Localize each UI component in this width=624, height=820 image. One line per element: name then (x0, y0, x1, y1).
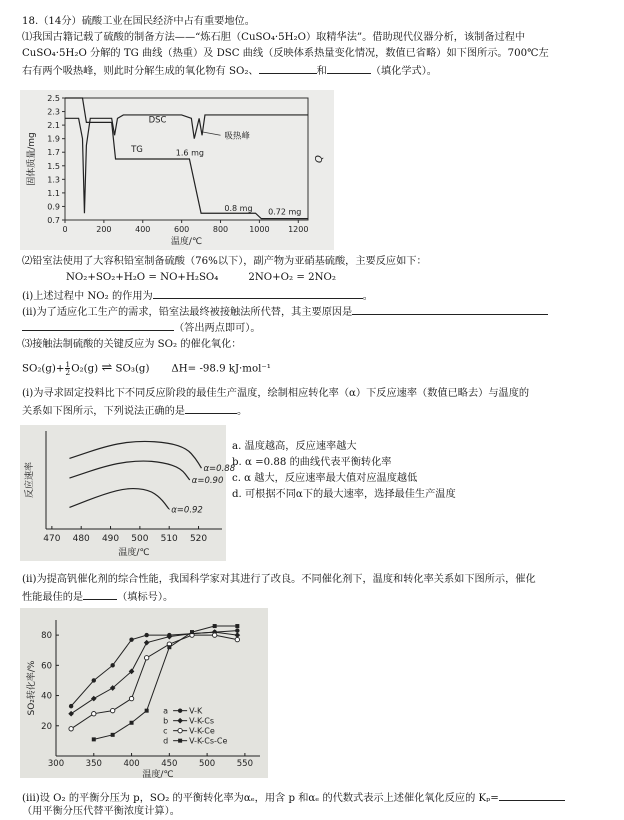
series-0-point-8 (235, 628, 239, 632)
series-0-point-3 (129, 637, 133, 641)
series-2-point-7 (212, 633, 216, 637)
part1-line1: ⑴我国古籍记载了硫酸的制备方法——“炼石胆（CuSO₄·5H₂O）取精华法”。借助现代仪器分析，该制备过程中 (22, 32, 526, 43)
series-2-point-0 (69, 727, 73, 731)
y-axis-label: SO₂转化率/% (27, 660, 37, 716)
x-tick-label-5: 550 (236, 759, 254, 769)
part2-ii (22, 304, 548, 320)
legend-label-0: V-K (189, 706, 203, 716)
option-a[interactable]: a. 温度越高，反应速率越大 (232, 441, 357, 452)
series-0-point-1 (92, 678, 96, 682)
y-tick-label-8: 2.3 (47, 107, 60, 117)
part3-ii-line2-text: 性能最佳的是 (22, 592, 84, 603)
so2-conversion-figure (20, 608, 268, 778)
series-1-point-1 (91, 696, 97, 702)
question-number: 18.（14分） (22, 16, 82, 27)
half-fraction (65, 361, 70, 376)
answer-blank-correct-option[interactable] (185, 403, 237, 414)
part3-i-line2-end: 。 (237, 406, 248, 417)
legend-letter-3: d (163, 736, 169, 746)
part2-line1: ⑵铅室法使用了大容积铅室制备硫酸（76%以下），副产物为亚硝基硫酸，主要反应如下： (22, 256, 427, 267)
annotation-tg: TG (131, 144, 143, 155)
question-header (22, 15, 255, 29)
answer-blank-reason-2[interactable] (22, 320, 174, 331)
series-3-point-7 (235, 624, 239, 628)
y-tick-label-4: 1.5 (47, 161, 60, 171)
part3-eq-o2: O₂(g) (71, 363, 99, 375)
series-1-point-4 (144, 640, 150, 646)
legend-marker-2 (178, 728, 182, 732)
part3-iii-line2: （用平衡分压代替平衡浓度计算）。 (22, 806, 180, 817)
part2-equations (66, 271, 336, 285)
legend-letter-1: b (163, 716, 169, 726)
series-dsc-line (65, 115, 308, 213)
y-tick-label-0: 0.7 (47, 216, 60, 225)
part3-eq-enthalpy: ΔH= -98.9 kJ·mol⁻¹ (171, 363, 271, 375)
part3-ii-line2 (22, 589, 173, 605)
x-tick-label-0: 470 (43, 534, 61, 544)
x-tick-label-6: 1200 (288, 225, 309, 234)
y-tick-label-4: 80 (41, 631, 52, 642)
legend-marker-1 (177, 718, 183, 724)
part2-i (22, 288, 373, 304)
part2-ii-cont (22, 320, 261, 336)
part2-eq2: 2NO+O₂ = 2NO₂ (248, 272, 336, 283)
x-tick-label-0: 300 (47, 759, 65, 769)
x-tick-label-5: 520 (189, 534, 208, 544)
x-tick-label-1: 200 (96, 225, 112, 234)
legend-letter-0: a (163, 706, 169, 716)
y-axis-label-right: Q (314, 155, 325, 163)
curve-1 (69, 461, 189, 480)
part1-line3-end: （填化学式）。 (370, 66, 437, 77)
series-3-point-4 (167, 645, 171, 649)
series-0-point-0 (69, 704, 73, 708)
legend-label-3: V-K-Cs-Ce (189, 736, 228, 746)
x-tick-label-3: 500 (131, 534, 149, 544)
series-3-point-3 (145, 709, 149, 713)
series-2-point-4 (144, 656, 148, 660)
x-tick-label-2: 400 (135, 225, 151, 234)
tg-dsc-figure (20, 90, 334, 250)
part1-and: 和 (316, 66, 327, 77)
y-tick-label-1: 0.9 (47, 202, 60, 212)
series-0-point-2 (110, 663, 114, 667)
part2-i-end: 。 (362, 291, 373, 302)
tg-dsc-chart (20, 90, 334, 250)
annotation-peak: 吸热峰 (224, 131, 250, 142)
fraction-denominator: 2 (65, 368, 71, 377)
part2-i-text: (i)上述过程中 NO₂ 的作用为 (22, 291, 153, 302)
curve-label-1: α=0.90 (191, 476, 224, 486)
x-axis-label: 温度/℃ (142, 770, 174, 780)
answer-blank-oxide-2[interactable] (327, 63, 371, 74)
x-tick-label-4: 500 (198, 759, 216, 769)
annotation-1-6mg: 1.6 mg (175, 148, 204, 158)
rate-temperature-figure (20, 425, 236, 561)
part3-i-line2 (22, 403, 247, 419)
part3-equation (22, 361, 271, 377)
part2-ii-end: （答出两点即可）。 (174, 323, 261, 334)
y-tick-label-2: 40 (41, 691, 52, 702)
series-0-point-4 (144, 633, 148, 637)
legend-letter-2: c (163, 726, 168, 736)
answer-blank-kp[interactable] (499, 790, 565, 801)
y-tick-label-3: 60 (41, 661, 52, 672)
part1-line3 (22, 63, 437, 79)
series-3-point-1 (111, 733, 115, 737)
x-tick-label-4: 800 (212, 225, 229, 234)
question-title: 硫酸工业在国民经济中占有重要地位。 (81, 16, 255, 27)
option-b[interactable]: b. α =0.88 的曲线代表平衡转化率 (232, 457, 392, 468)
equilibrium-arrow-icon: ⇌ (101, 360, 113, 376)
series-3-point-0 (92, 737, 96, 741)
options-list (232, 439, 456, 503)
part3-iii-text: (iii)设 O₂ 的平衡分压为 p，SO₂ 的平衡转化率为αₑ，用含 p 和αₑ 的代数式表示上述催化氧化反应的 Kₚ= (22, 793, 499, 804)
y-tick-label-1: 20 (41, 721, 52, 732)
series-3-point-6 (213, 624, 217, 628)
answer-blank-reason-1[interactable] (352, 304, 548, 315)
series-2-point-1 (92, 711, 96, 715)
x-axis-label: 温度/℃ (170, 237, 203, 247)
annotation-0-72mg: 0.72 mg (268, 207, 302, 217)
x-tick-label-5: 1000 (249, 225, 270, 234)
option-d[interactable]: d. 可根据不同α下的最大速率，选择最佳生产温度 (232, 489, 456, 500)
x-axis-label: 温度/℃ (118, 548, 150, 558)
series-2-point-8 (235, 637, 239, 641)
y-tick-label-5: 1.7 (47, 148, 60, 158)
answer-blank-oxide-1[interactable] (259, 63, 317, 74)
part3-ii-line1: (ii)为提高钒催化剂的综合性能，我国科学家对其进行了改良。不同催化剂下，温度和转化率关系如下图所示，催化 (22, 574, 536, 585)
annotation-dsc: DSC (148, 115, 167, 126)
curve-2 (69, 489, 169, 510)
legend-marker-0 (178, 708, 182, 712)
x-tick-label-3: 600 (173, 225, 190, 234)
y-tick-label-7: 2.1 (47, 121, 60, 131)
part1-line2: CuSO₄·5H₂O 分解的 TG 曲线（热重）及 DSC 曲线（反映体系热量变化情况，数值已省略）如下图所示。700℃左 (22, 48, 549, 59)
series-2-point-3 (129, 696, 133, 700)
annotation-0-8mg: 0.8 mg (224, 204, 253, 214)
x-tick-label-0: 0 (62, 225, 68, 234)
legend-label-2: V-K-Ce (189, 726, 215, 736)
x-tick-label-2: 490 (101, 534, 120, 544)
answer-blank-no2-role[interactable] (153, 288, 363, 299)
part3-i-line2-text: 关系如下图所示，下列说法正确的是 (22, 406, 185, 417)
part3-eq-so2: SO₂(g)+ (22, 363, 65, 375)
series-3-point-2 (130, 721, 134, 725)
y-axis-label: 反应速率 (25, 461, 35, 499)
part1-line3-text: 右有两个吸热峰，则此时分解生成的氧化物有 SO₂、 (22, 66, 259, 77)
y-axis-label: 固体质量/mg (27, 132, 37, 186)
option-c[interactable]: c. α 越大，反应速率最大值对应温度越低 (232, 473, 418, 484)
series-1-point-0 (68, 711, 74, 717)
part3-iii-line1 (22, 790, 565, 806)
x-tick-label-1: 480 (72, 534, 90, 544)
so2-conversion-chart (20, 608, 268, 778)
curve-label-2: α=0.92 (171, 505, 203, 516)
y-tick-label-9: 2.5 (47, 94, 60, 103)
x-tick-label-1: 350 (85, 759, 102, 769)
part3-i-line1: (i)为寻求固定投料比下不同反应阶段的最佳生产温度，绘制相应转化率（α）下反应速率（数值已略去）与温度的 (22, 388, 530, 399)
fraction-numerator: 1 (65, 360, 71, 369)
part2-ii-text: (ii)为了适应化工生产的需求，铅室法最终被接触法所代替，其主要原因是 (22, 307, 353, 318)
x-tick-label-4: 510 (160, 534, 178, 544)
annotation-peak-arrow (202, 132, 220, 135)
series-0-line (71, 631, 237, 707)
series-1-line (71, 632, 237, 714)
legend-marker-3 (178, 739, 182, 743)
series-2-point-2 (110, 708, 114, 712)
legend-label-1: V-K-Cs (189, 716, 215, 726)
rate-temperature-chart (20, 425, 236, 561)
series-3-point-5 (190, 630, 194, 634)
y-tick-label-2: 1.1 (47, 188, 60, 198)
curve-0 (69, 441, 201, 468)
part3-line1: ⑶接触法制硫酸的关键反应为 SO₂ 的催化氧化： (22, 339, 242, 350)
part3-eq-so3: SO₃(g) (115, 363, 150, 375)
part2-eq1: NO₂+SO₂+H₂O = NO+H₂SO₄ (66, 272, 219, 283)
y-tick-label-6: 1.9 (47, 134, 60, 144)
curve-label-0: α=0.88 (203, 464, 236, 475)
part3-ii-line2-end: （填标号）。 (117, 592, 174, 603)
answer-blank-best-catalyst[interactable] (83, 589, 117, 600)
x-tick-label-3: 450 (161, 759, 178, 769)
x-tick-label-2: 400 (123, 759, 140, 769)
y-tick-label-3: 1.3 (47, 175, 60, 185)
